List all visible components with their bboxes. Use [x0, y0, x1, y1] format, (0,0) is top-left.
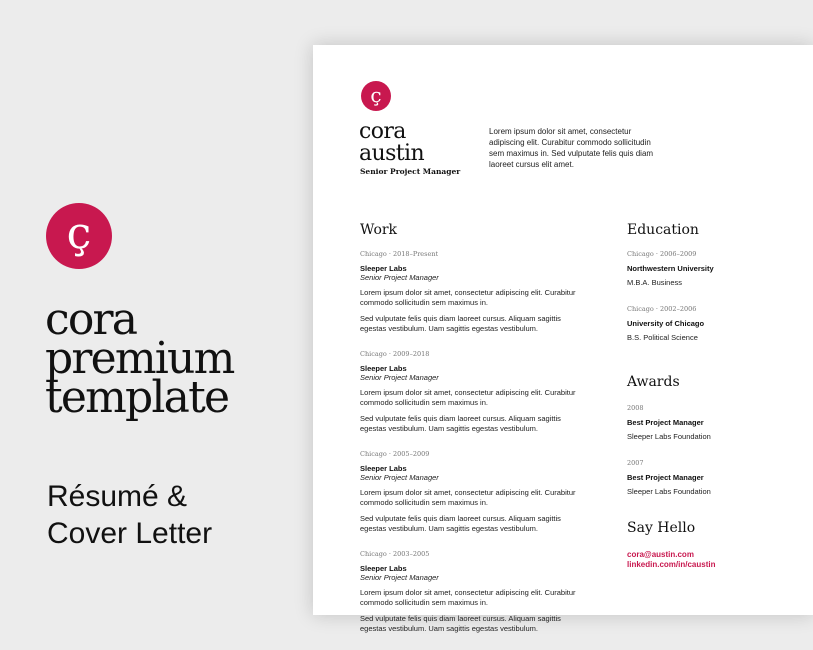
- job-meta: Chicago · 2009–2018: [360, 350, 430, 358]
- promo-title-line: premium: [45, 333, 234, 384]
- education-heading: Education: [627, 222, 699, 238]
- job-description: Sed vulputate felis quis diam laoreet cursus. Aliquam sagittis egestas vestibulum. Uam sagittis egestas vestibulum.: [360, 614, 561, 633]
- promo-subtitle-line: Résumé &: [47, 480, 188, 513]
- job-description: Sed vulputate felis quis diam laoreet cursus. Aliquam sagittis egestas vestibulum. Uam sagittis egestas vestibulum.: [360, 514, 561, 533]
- email-link[interactable]: cora@austin.com: [627, 550, 694, 559]
- job-entry: [360, 250, 580, 334]
- job-role: Senior Project Manager: [360, 273, 439, 282]
- awards-section: [627, 404, 797, 514]
- award-title: Best Project Manager: [627, 473, 704, 482]
- brand-logo-icon: ç: [46, 203, 112, 269]
- job-entry: [360, 350, 580, 434]
- work-section: [360, 250, 580, 650]
- resume-role: Senior Project Manager: [360, 167, 461, 176]
- job-company: Sleeper Labs: [360, 464, 407, 473]
- education-school: Northwestern University: [627, 264, 714, 273]
- job-role: Senior Project Manager: [360, 473, 439, 482]
- resume-name-line: cora: [359, 119, 406, 144]
- job-description: Sed vulputate felis quis diam laoreet cursus. Aliquam sagittis egestas vestibulum. Uam sagittis egestas vestibulum.: [360, 314, 561, 333]
- award-org: Sleeper Labs Foundation: [627, 432, 711, 441]
- education-degree: B.S. Political Science: [627, 333, 698, 342]
- education-entry: [627, 250, 797, 288]
- resume-name-line: austin: [359, 141, 425, 166]
- promo-title: [45, 294, 315, 423]
- education-school: University of Chicago: [627, 319, 705, 328]
- contact-section: [627, 550, 797, 570]
- education-meta: Chicago · 2006–2009: [627, 250, 697, 258]
- award-year: 2008: [627, 404, 644, 412]
- resume-logo-icon: ç: [361, 81, 391, 111]
- education-entry: [627, 305, 797, 343]
- awards-heading: Awards: [627, 374, 680, 390]
- award-title: Best Project Manager: [627, 418, 704, 427]
- job-role: Senior Project Manager: [360, 573, 439, 582]
- job-meta: Chicago · 2018–Present: [360, 250, 439, 258]
- linkedin-link[interactable]: linkedin.com/in/caustin: [627, 560, 716, 569]
- job-company: Sleeper Labs: [360, 564, 407, 573]
- promo-subtitle-line: Cover Letter: [47, 517, 213, 550]
- promo-title-line: template: [45, 372, 229, 423]
- promo-title-line: cora: [45, 294, 137, 345]
- job-description: Lorem ipsum dolor sit amet, consectetur adipiscing elit. Curabitur commodo sollicitudin sem maximus in.: [360, 588, 576, 607]
- contact-heading: Say Hello: [627, 520, 696, 536]
- work-heading: Work: [360, 222, 398, 238]
- award-year: 2007: [627, 459, 644, 467]
- job-entry: [360, 450, 580, 534]
- job-company: Sleeper Labs: [360, 364, 407, 373]
- resume-page: [313, 45, 813, 633]
- promo-subtitle: [47, 478, 212, 552]
- job-company: Sleeper Labs: [360, 264, 407, 273]
- job-role: Senior Project Manager: [360, 373, 439, 382]
- education-meta: Chicago · 2002–2006: [627, 305, 697, 313]
- job-description: Sed vulputate felis quis diam laoreet cursus. Aliquam sagittis egestas vestibulum. Uam sagittis egestas vestibulum.: [360, 414, 561, 433]
- job-description: Lorem ipsum dolor sit amet, consectetur adipiscing elit. Curabitur commodo sollicitudin sem maximus in.: [360, 488, 576, 507]
- job-description: Lorem ipsum dolor sit amet, consectetur adipiscing elit. Curabitur commodo sollicitudin sem maximus in.: [360, 288, 576, 307]
- job-meta: Chicago · 2003–2005: [360, 550, 430, 558]
- award-entry: [627, 404, 797, 442]
- job-meta: Chicago · 2005–2009: [360, 450, 430, 458]
- education-section: [627, 250, 797, 360]
- award-org: Sleeper Labs Foundation: [627, 487, 711, 496]
- job-entry: [360, 550, 580, 634]
- promo-panel: [0, 0, 310, 600]
- resume-intro: Lorem ipsum dolor sit amet, consectetur adipiscing elit. Curabitur commodo sollicitudin sem maximus in. Sed vulputate felis quis diam laoreet cursus elit amet.: [489, 127, 654, 169]
- job-description: Lorem ipsum dolor sit amet, consectetur adipiscing elit. Curabitur commodo sollicitudin sem maximus in.: [360, 388, 576, 407]
- resume-name: [359, 121, 424, 165]
- education-degree: M.B.A. Business: [627, 278, 683, 287]
- award-entry: [627, 459, 797, 497]
